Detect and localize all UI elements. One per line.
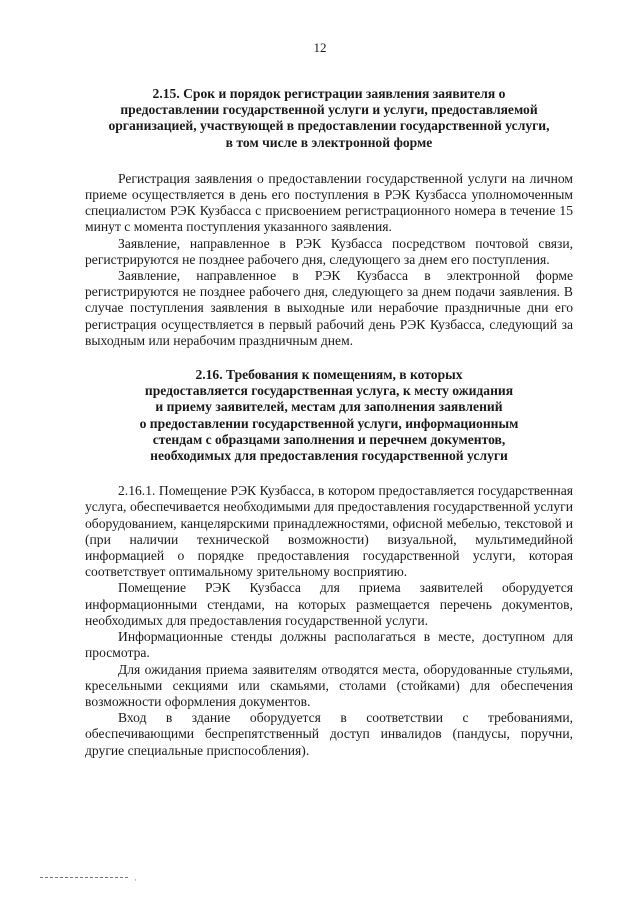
heading-line: в том числе в электронной форме: [225, 134, 433, 150]
paragraph-information-stands: Помещение РЭК Кузбасса для приема заявителей оборудуется информационными стендами, на которых размещается перечень документов, необходимых для предоставления государственной услуги.: [85, 580, 573, 628]
paragraph-waiting-places: Для ожидания приема заявителям отводятся места, оборудованные стульями, кресельными секциями или скамьями, столами (стойками) для обеспечения возможности оформления документов.: [85, 661, 573, 709]
paragraph-premises-equipment: 2.16.1. Помещение РЭК Кузбасса, в котором предоставляется государственная услуга, обеспечивается необходимыми для предоставления государственной услуги оборудованием, канцелярскими принадлежностями, офисной мебелью, текстовой и (при наличии технической возможности) визуальной, мультимедийной информацией о порядке предоставления государственной услуги, которая соответствует оптимальному зрительному восприятию.: [85, 483, 573, 580]
paragraph-registration-electronic: Заявление, направленное в РЭК Кузбасса в электронной форме регистрируются не позднее рабочего дня, следующего за днем подачи заявления. В случае поступления заявления в выходные или нерабочие праздничные дни его регистрация осуществляется в первый рабочий день РЭК Кузбасса, следующий за выходным или нерабочим праздничным днем.: [85, 268, 573, 348]
heading-line: 2.16. Требования к помещениям, в которых: [195, 367, 463, 383]
heading-line: организацией, участвующей в предоставлении государственной услуги,: [108, 118, 550, 134]
heading-line: предоставляется государственная услуга, к месту ожидания: [144, 383, 514, 399]
footer-mark-dot: ·: [134, 875, 137, 885]
section-2-15-heading: [85, 86, 573, 151]
paragraph-registration-by-mail: Заявление, направленное в РЭК Кузбасса посредством почтовой связи, регистрируются не позднее рабочего дня, следующего за днем его поступления.: [85, 235, 573, 267]
page-number: 12: [313, 40, 327, 55]
heading-line: стендам с образцами заполнения и перечнем документов,: [152, 431, 506, 447]
paragraph-registration-in-person: Регистрация заявления о предоставлении государственной услуги на личном приеме осуществляется в день его поступления в РЭК Кузбасса уполномоченным специалистом РЭК Кузбасса с присвоением регистрационного номера в течение 15 минут с момента поступления указанного заявления.: [85, 170, 573, 235]
paragraph-building-entrance: Вход в здание оборудуется в соответствии с требованиями, обеспечивающими беспрепятственный доступ инвалидов (пандусы, поручни, другие специальные приспособления).: [85, 710, 573, 758]
document-body: [85, 86, 573, 759]
heading-line: и приему заявителей, местам для заполнения заявлений: [155, 399, 503, 415]
heading-line: о предоставлении государственной услуги, информационным: [139, 415, 519, 431]
heading-line: 2.15. Срок и порядок регистрации заявления заявителя о: [152, 86, 506, 101]
paragraph-stands-location: Информационные стенды должны располагаться в месте, доступном для просмотра.: [85, 629, 573, 661]
footer-divider: [40, 877, 128, 878]
heading-line: предоставлении государственной услуги и услуги, предоставляемой: [120, 102, 538, 118]
section-2-16-heading: [85, 367, 573, 464]
heading-line: необходимых для предоставления государственной услуги: [150, 448, 508, 464]
